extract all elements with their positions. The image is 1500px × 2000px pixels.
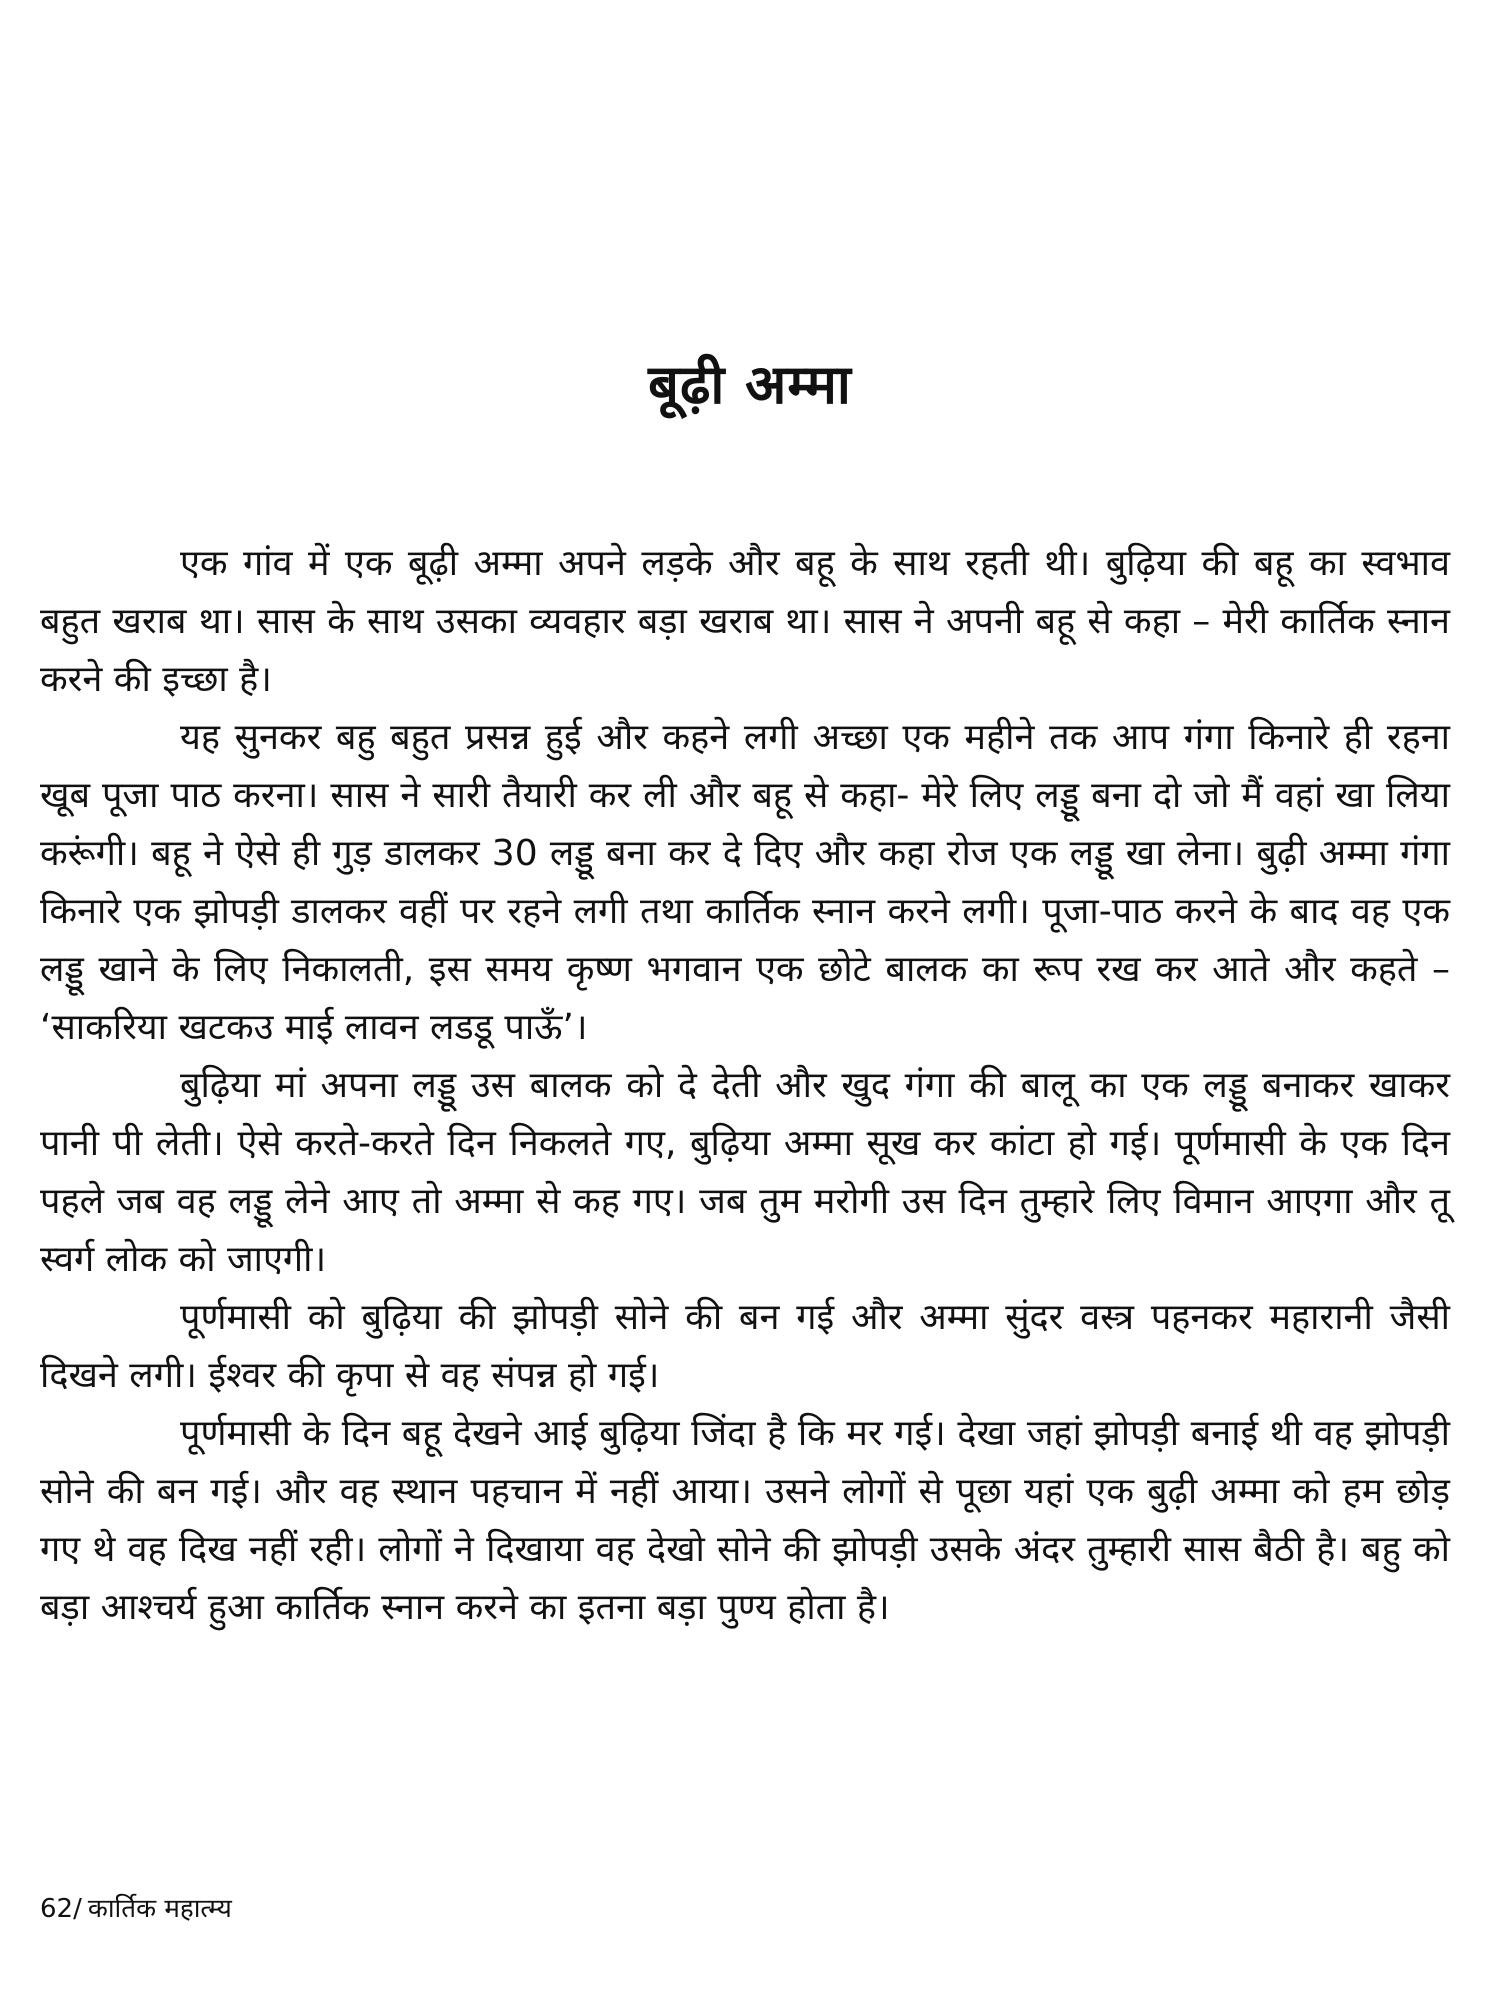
paragraph: पूर्णमासी को बुढ़िया की झोपड़ी सोने की बन गई और अम्मा सुंदर वस्त्र पहनकर महारानी जैसी दिखने लगी। ईश्वर की कृपा से वह संपन्न हो गई। <box>40 1297 1450 1396</box>
paragraph: बुढ़िया मां अपना लड्डू उस बालक को दे देती और खुद गंगा की बालू का एक लड्डू बनाकर खाकर पानी पी लेती। ऐसे करते-करते दिन निकलते गए, बुढ़िया अम्मा सूख कर कांटा हो गई। पूर्णमासी के एक दिन पहले जब वह लड्डू लेने आए तो अम्मा से कह गए। जब तुम मरोगी उस दिन तुम्हारे लिए विमान आएगा और तू स्वर्ग लोक को जाएगी। <box>40 1065 1450 1280</box>
paragraph: यह सुनकर बहु बहुत प्रसन्न हुई और कहने लगी अच्छा एक महीने तक आप गंगा किनारे ही रहना खूब पूजा पाठ करना। सास ने सारी तैयारी कर ली और बहू से कहा- मेरे लिए लड्डू बना दो जो मैं वहां खा लिया करूंगी। बहू ने ऐसे ही गुड़ डालकर 30 लड्डू बना कर दे दिए और कहा रोज एक लड्डू खा लेना। बुढ़ी अम्मा गंगा किनारे एक झोपड़ी डालकर वहीं पर रहने लगी तथा कार्तिक स्नान करने लगी। पूजा-पाठ करने के बाद वह एक लड्डू खाने के लिए निकालती, इस समय कृष्ण भगवान एक छोटे बालक का रूप रख कर आते और कहते – ‘साकरिया खटकउ माई लावन लडडू पाऊँ’। <box>40 717 1450 1048</box>
footer-separator: / <box>73 1894 82 1924</box>
page-footer <box>40 1893 232 1925</box>
paragraph: पूर्णमासी के दिन बहू देखने आई बुढ़िया जिंदा है कि मर गई। देखा जहां झोपड़ी बनाई थी वह झोपड़ी सोने की बन गई। और वह स्थान पहचान में नहीं आया। उसने लोगों से पूछा यहां एक बुढ़ी अम्मा को हम छोड़ गए थे वह दिख नहीं रही। लोगों ने दिखाया वह देखो सोने की झोपड़ी उसके अंदर तुम्हारी सास बैठी है। बहु को बड़ा आश्चर्य हुआ कार्तिक स्नान करने का इतना बड़ा पुण्य होता है। <box>40 1413 1450 1628</box>
page-number: 62 <box>40 1894 74 1924</box>
page-title: बूढ़ी अम्मा <box>648 353 852 416</box>
paragraph: एक गांव में एक बूढ़ी अम्मा अपने लड़के और बहू के साथ रहती थी। बुढ़िया की बहू का स्वभाव बहुत खराब था। सास के साथ उसका व्यवहार बड़ा खराब था। सास ने अपनी बहू से कहा – मेरी कार्तिक स्नान करने की इच्छा है। <box>40 543 1450 700</box>
running-book-title: कार्तिक महात्म्य <box>87 1894 232 1924</box>
story-body <box>40 535 1450 1637</box>
